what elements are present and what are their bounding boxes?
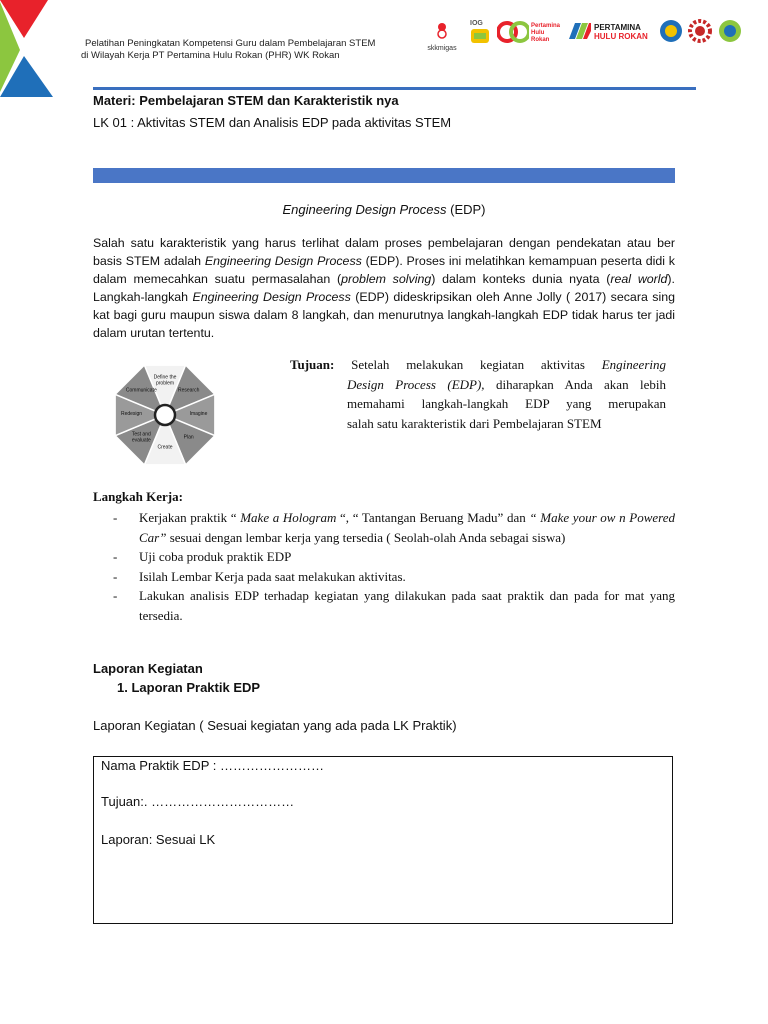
report-field-tujuan: Tujuan:. …………………………… xyxy=(101,794,295,809)
goal-line-1: Tujuan: Setelah melakukan kegiatan aktivitas Engineering xyxy=(290,357,666,372)
step-item: - Kerjakan praktik “ Make a Hologram “, “ Tantangan Beruang Madu” dan “ Make your ow n Powered Car” sesuai dengan lembar kerja yang tersedia ( Seolah-olah Anda sebagai siswa) xyxy=(113,510,676,545)
edp-segment-label: Imagine xyxy=(189,411,208,417)
edp-segment-label: Redesign xyxy=(120,411,143,417)
edp-octagon-diagram xyxy=(104,360,226,470)
logo-pertamina-anniversary: Pertamina Hulu Rokan xyxy=(497,20,563,46)
goal-block xyxy=(290,355,666,433)
report-box xyxy=(93,756,673,924)
logo-gear-icon xyxy=(688,19,712,43)
corner-logo-graphic xyxy=(0,0,60,100)
steps-list xyxy=(113,508,675,625)
report-field-laporan: Laporan: Sesuai LK xyxy=(101,832,216,847)
edp-segment-label: Plan xyxy=(183,434,194,441)
report-title: Laporan Kegiatan xyxy=(93,661,203,676)
intro-paragraph: Salah satu karakteristik yang harus terlihat dalam proses pembelajaran dengan pendekatan atau ber basis STEM adalah Engineering Design Process (EDP). Proses ini melatihkan kemampuan peserta didi k dalam memecahkan suatu permasalahan (problem solving) dalam konteks dunia nyata (real world). Langkah-langkah Engineering Design Process (EDP) dideskripsikan oleh Anne Jolly ( 2017) secara sing kat bagi guru maupun siswa dalam 8 langkah, dan menurutnya langkah-langkah EDP tidak harus ter jadi dalam urutan tertentu. xyxy=(93,236,675,340)
goal-line-2: Design Process (EDP), diharapkan Anda akan lebih xyxy=(347,376,666,392)
edp-segment-label: Communicate xyxy=(125,387,157,394)
section-banner xyxy=(93,168,675,183)
step-item: - Uji coba produk praktik EDP xyxy=(113,549,292,564)
header-line-1: Pelatihan Peningkatan Kompetensi Guru dalam Pembelajaran STEM xyxy=(85,38,376,49)
step-item: - Lakukan analisis EDP terhadap kegiatan yang dilakukan pada saat praktik dan pada for mat yang tersedia. xyxy=(113,588,675,623)
materi-title: Materi: Pembelajaran STEM dan Karakteristik nya xyxy=(93,93,399,108)
edp-segment-label: Test and evaluate xyxy=(131,431,151,444)
logo-tut-wuri-icon xyxy=(659,19,683,43)
edp-heading: Engineering Design Process (EDP) xyxy=(282,202,486,217)
anniversary-icon xyxy=(497,20,529,44)
header-line-2: di Wilayah Kerja PT Pertamina Hulu Rokan (PHR) WK Rokan xyxy=(81,50,340,61)
goal-line-4: salah satu karakteristik dari Pembelajaran STEM xyxy=(347,415,602,431)
goal-line-3: memahami langkah-langkah EDP yang merupakan xyxy=(347,396,666,411)
logo-riau-icon xyxy=(717,19,743,43)
skkmigas-icon xyxy=(424,22,460,40)
logo-iog: IOG xyxy=(468,20,492,46)
report-subtitle: 1. Laporan Praktik EDP xyxy=(117,680,261,695)
report-field-nama: Nama Praktik EDP : …………………… xyxy=(101,758,324,773)
report-note: Laporan Kegiatan ( Sesuai kegiatan yang ada pada LK Praktik) xyxy=(93,718,457,733)
edp-hub xyxy=(155,405,175,425)
steps-title: Langkah Kerja: xyxy=(93,489,183,504)
pertamina-icon xyxy=(569,23,591,39)
logo-skkmigas: skkmigas xyxy=(424,22,460,48)
edp-segment-label: Define the problem xyxy=(153,374,177,387)
edp-segment-label: Create xyxy=(157,444,173,451)
header-rule xyxy=(93,87,696,90)
lk-title: LK 01 : Aktivitas STEM dan Analisis EDP pada aktivitas STEM xyxy=(93,115,452,130)
edp-segment-label: Research xyxy=(177,387,200,394)
step-item: - Isilah Lembar Kerja pada saat melakukan aktivitas. xyxy=(113,568,406,584)
logo-pertamina-hulu-rokan: PERTAMINA HULU ROKAN xyxy=(569,21,649,41)
